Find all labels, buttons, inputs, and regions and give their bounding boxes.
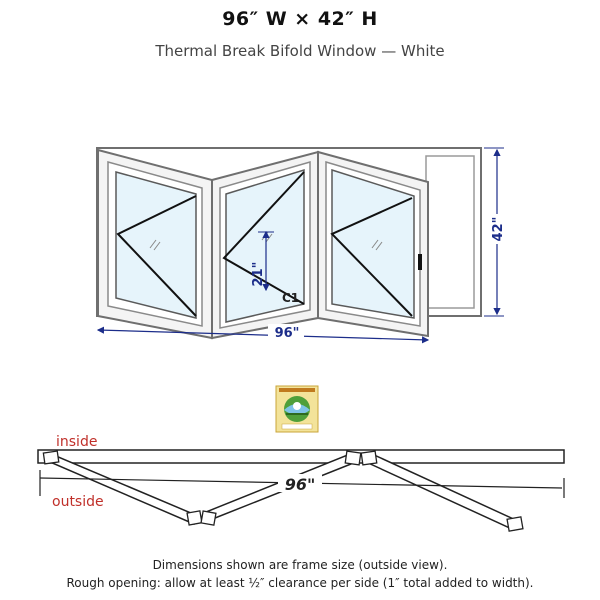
inside-label: inside [56, 434, 98, 450]
plan-view [38, 434, 564, 531]
width-dimension-line [98, 330, 428, 340]
page-title: 96″ W × 42″ H [222, 8, 378, 30]
outside-label: outside [52, 494, 104, 510]
plan-frame-bar [38, 450, 564, 463]
panel-code-label: C1 [282, 291, 300, 305]
certification-seal [276, 386, 318, 432]
outer-frame-inner [426, 156, 474, 308]
width-label: 96" [274, 326, 300, 341]
height-label: 42" [491, 216, 506, 242]
page-subtitle: Thermal Break Bifold Window — White [155, 42, 445, 60]
plan-width-label: 96" [284, 475, 316, 494]
window-handle [418, 254, 422, 270]
footer-note-frame-size: Dimensions shown are frame size (outside view). [152, 558, 448, 572]
panel-left [98, 150, 212, 338]
footer-note-rough-opening: Rough opening: allow at least ½″ clearance per side (1″ total added to width). [66, 576, 534, 590]
panel-height-label: 21" [251, 261, 266, 287]
panel-middle [212, 152, 318, 338]
panel-right [318, 152, 428, 336]
elevation-view [97, 148, 506, 341]
